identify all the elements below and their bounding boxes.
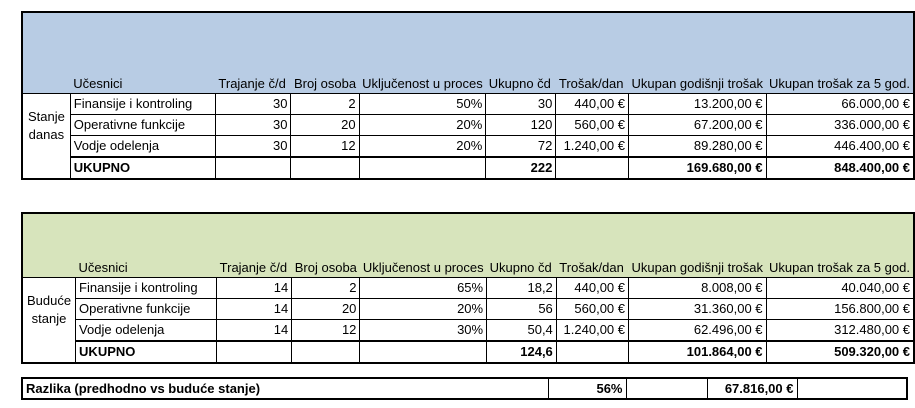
total-pd: 222 [486,157,556,179]
row-involvement: 65% [360,278,487,299]
header-involvement: Uključenost u proces [360,213,487,278]
row-annual: 31.360,00 € [629,299,767,320]
header-duration: Trajanje č/d [217,213,292,278]
row-annual: 8.008,00 € [629,278,767,299]
total-label: UKUPNO [76,341,217,363]
group-label-current: Stanje danas [22,94,70,158]
header-cost-per-day: Trošak/dan [556,12,629,94]
row-annual: 13.200,00 € [629,94,767,115]
row-total-pd: 50,4 [487,320,557,342]
row-duration: 30 [215,94,291,115]
row-people: 20 [292,299,360,320]
total-label: UKUPNO [70,157,215,179]
current-state-table [21,11,915,180]
row-name: Vodje odelenja [70,136,215,158]
row-cost-day: 560,00 € [556,115,629,136]
row-annual: 62.496,00 € [629,320,767,342]
row-five-year: 156.800,00 € [766,299,914,320]
difference-annual: 67.816,00 € [707,378,797,399]
row-annual: 67.200,00 € [629,115,767,136]
group-header-blank [22,12,70,94]
row-involvement: 20% [359,136,486,158]
total-empty [292,341,360,363]
header-total-pd: Ukupno čd [486,12,556,94]
header-participants: Učesnici [70,12,215,94]
row-duration: 30 [215,136,291,158]
table-row [22,320,914,342]
row-name: Operativne funkcije [76,299,217,320]
row-name: Vodje odelenja [76,320,217,342]
total-empty [291,157,359,179]
row-name: Finansije i kontroling [70,94,215,115]
header-duration: Trajanje č/d [215,12,291,94]
row-people: 12 [291,136,359,158]
total-five-year: 848.400,00 € [766,157,914,179]
total-empty [359,157,486,179]
row-duration: 14 [217,320,292,342]
row-involvement: 50% [359,94,486,115]
header-cost-per-day: Trošak/dan [556,213,628,278]
header-annual-cost: Ukupan godišnji trošak [629,12,767,94]
row-annual: 89.280,00 € [629,136,767,158]
header-involvement: Uključenost u proces [359,12,486,94]
difference-table [21,377,908,400]
row-total-pd: 120 [486,115,556,136]
total-empty [556,157,629,179]
difference-empty [797,378,907,399]
row-total-pd: 30 [486,94,556,115]
total-row [22,341,914,363]
total-pd: 124,6 [487,341,557,363]
difference-label: Razlika (predhodno vs buduće stanje) [22,378,548,399]
row-total-pd: 18,2 [487,278,557,299]
group-label-future: Buduće stanje [22,278,76,342]
header-cost-5y: Ukupan trošak za 5 god. [766,213,914,278]
table-row [22,299,914,320]
row-total-pd: 56 [487,299,557,320]
row-cost-day: 440,00 € [556,278,628,299]
row-name: Operativne funkcije [70,115,215,136]
row-five-year: 446.400,00 € [766,136,914,158]
header-annual-cost: Ukupan godišnji trošak [629,213,767,278]
total-empty [360,341,487,363]
row-five-year: 66.000,00 € [766,94,914,115]
row-cost-day: 1.240,00 € [556,320,628,342]
total-blank [22,341,76,363]
total-annual: 169.680,00 € [629,157,767,179]
row-cost-day: 560,00 € [556,299,628,320]
row-people: 2 [292,278,360,299]
difference-empty [626,378,707,399]
row-five-year: 312.480,00 € [766,320,914,342]
header-people: Broj osoba [292,213,360,278]
row-involvement: 20% [359,115,486,136]
row-involvement: 30% [360,320,487,342]
row-duration: 14 [217,278,292,299]
total-annual: 101.864,00 € [629,341,767,363]
header-people: Broj osoba [291,12,359,94]
total-empty [556,341,628,363]
table-row [22,136,914,158]
header-cost-5y: Ukupan trošak za 5 god. [766,12,914,94]
table-row [22,94,914,115]
row-total-pd: 72 [486,136,556,158]
row-cost-day: 440,00 € [556,94,629,115]
row-people: 12 [292,320,360,342]
header-total-pd: Ukupno čd [487,213,557,278]
table-row [22,278,914,299]
row-people: 20 [291,115,359,136]
total-blank [22,157,70,179]
total-empty [217,341,292,363]
table-row [22,115,914,136]
total-empty [215,157,291,179]
row-cost-day: 1.240,00 € [556,136,629,158]
difference-percent: 56% [548,378,626,399]
group-header-blank [22,213,76,278]
difference-row [22,378,907,399]
future-state-table [21,212,915,364]
row-duration: 14 [217,299,292,320]
row-five-year: 336.000,00 € [766,115,914,136]
row-name: Finansije i kontroling [76,278,217,299]
row-five-year: 40.040,00 € [766,278,914,299]
row-people: 2 [291,94,359,115]
header-participants: Učesnici [76,213,217,278]
total-five-year: 509.320,00 € [766,341,914,363]
total-row [22,157,914,179]
row-involvement: 20% [360,299,487,320]
row-duration: 30 [215,115,291,136]
